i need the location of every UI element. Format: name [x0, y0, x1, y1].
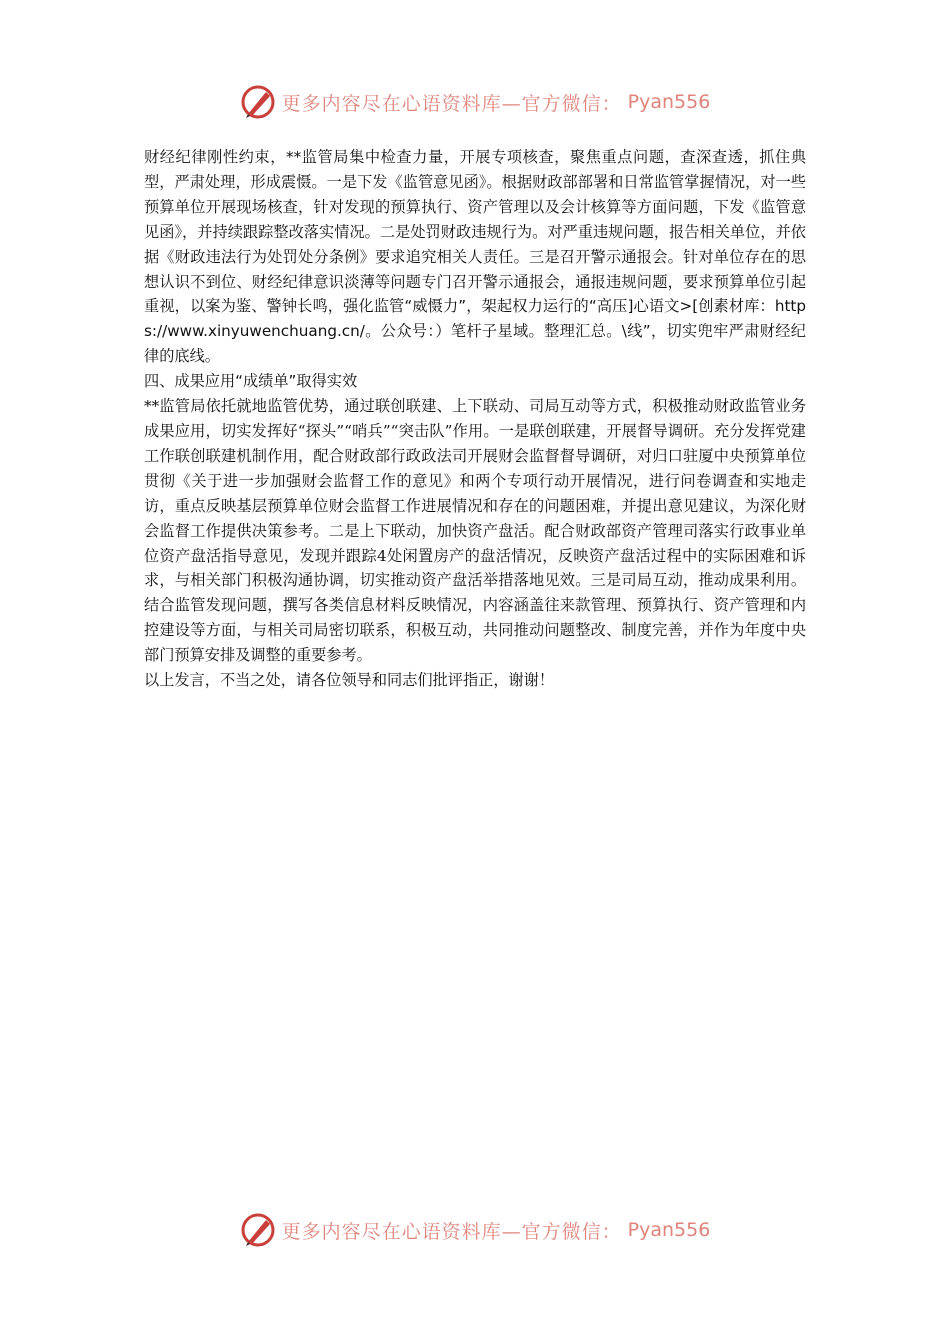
watermark-text: 更多内容尽在心语资料库—官方微信： — [281, 1220, 622, 1243]
section-heading-results: 四、成果应用“成绩单”取得实效 — [144, 372, 358, 391]
document-body — [144, 145, 806, 693]
watermark-wechat-id: Pyan556 — [627, 91, 711, 113]
pen-logo-icon — [240, 1212, 276, 1248]
paragraph-discipline: 财经纪律刚性约束，**监管局集中检查力量，开展专项核查，聚焦重点问题，查深查透，抓住典型，严肃处理，形成震慑。一是下发《监管意见函》。根据财政部部署和日常监管掌握情况，对一些预算单位开展现场核查，针对发现的预算执行、资产管理以及会计核算等方面问题，下发《监管意见函》，并持续跟踪整改落实情况。二是处罚财政违规行为。对严重违规问题，报告相关单位，并依据《财政违法行为处罚处分条例》要求追究相关人责任。三是召开警示通报会。针对单位存在的思想认识不到位、财经纪律意识淡薄等问题专门召开警示通报会，通报违规问题，要求预算单位引起重视，以案为鉴、警钟长鸣，强化监管“威慑力”，架起权力运行的“高压]心语文>[创素材库：https://www.xinyuwenchuang.cn/。公众号：）笔杆子星域。整理汇总。\线”，切实兜牢严肃财经纪律的底线。 — [144, 148, 806, 366]
footer-watermark — [0, 1210, 950, 1250]
watermark-text: 更多内容尽在心语资料库—官方微信： — [281, 92, 622, 115]
paragraph-results: **监管局依托就地监管优势，通过联创联建、上下联动、司局互动等方式，积极推动财政监管业务成果应用，切实发挥好“探头”“哨兵”“突击队”作用。一是联创联建，开展督导调研。充分发挥党建工作联创联建机制作用，配合财政部行政政法司开展财会监督督导调研，对归口驻厦中央预算单位贯彻《关于进一步加强财会监督工作的意见》和两个专项行动开展情况，进行问卷调查和实地走访，重点反映基层预算单位财会监督工作进展情况和存在的问题困难，并提出意见建议，为深化财会监督工作提供决策参考。二是上下联动，加快资产盘活。配合财政部资产管理司落实行政事业单位资产盘活指导意见，发现并跟踪4处闲置房产的盘活情况，反映资产盘活过程中的实际困难和诉求，与相关部门积极沟通协调，切实推动资产盘活举措落地见效。三是司局互动，推动成果利用。结合监管发现问题，撰写各类信息材料反映情况，内容涵盖往来款管理、预算执行、资产管理和内控建设等方面，与相关司局密切联系，积极互动，共同推动问题整改、制度完善，并作为年度中央部门预算安排及调整的重要参考。 — [144, 397, 806, 665]
paragraph-closing: 以上发言，不当之处，请各位领导和同志们批评指正，谢谢！ — [144, 671, 555, 690]
header-watermark — [0, 82, 950, 122]
pen-logo-icon — [240, 84, 276, 120]
watermark-wechat-id: Pyan556 — [627, 1219, 711, 1241]
